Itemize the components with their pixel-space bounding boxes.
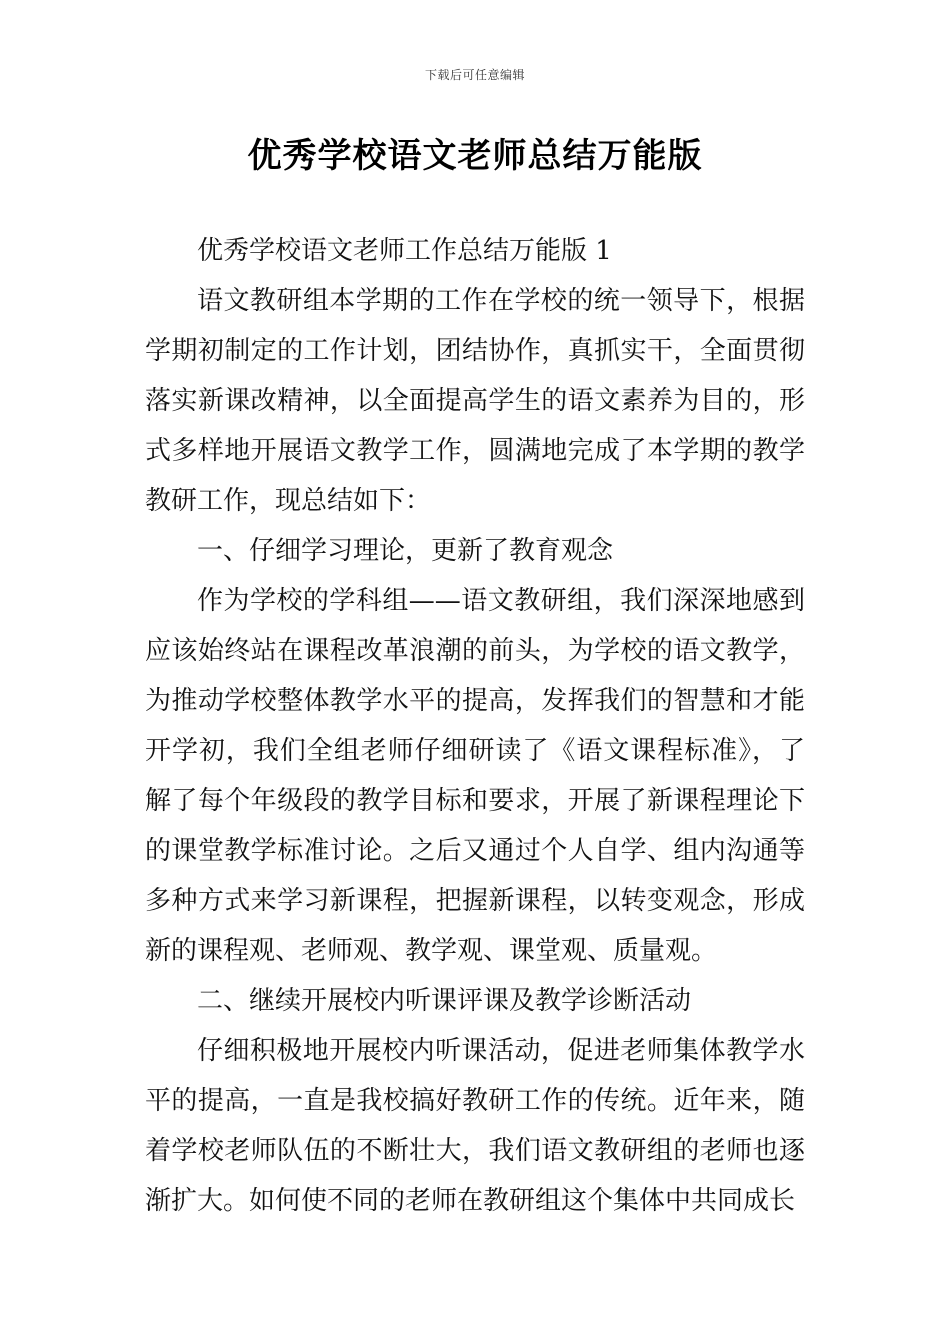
body-paragraph: 语文教研组本学期的工作在学校的统一领导下，根据学期初制定的工作计划，团结协作，真抓实干，全面贯彻落实新课改精神，以全面提高学生的语文素养为目的，形式多样地开展语文教学工作，圆满地完成了本学期的教学教研工作，现总结如下： [145,286,805,516]
subtitle-paragraph: 优秀学校语文老师工作总结万能版 1 [197,236,612,266]
body-paragraph: 作为学校的学科组——语文教研组，我们深深地感到应该始终站在课程改革浪潮的前头，为学校的语文教学，为推动学校整体教学水平的提高，发挥我们的智慧和才能开学初，我们全组老师仔细研读了《语文课程标准》，了解了每个年级段的教学目标和要求，开展了新课程理论下的课堂教学标准讨论。之后又通过个人自学、组内沟通等多种方式来学习新课程，把握新课程，以转变观念，形成新的课程观、老师观、教学观、课堂观、质量观。 [145,586,805,966]
document-title: 优秀学校语文老师总结万能版 [247,136,703,176]
body-paragraph: 仔细积极地开展校内听课活动，促进老师集体教学水平的提高，一直是我校搞好教研工作的传统。近年来，随着学校老师队伍的不断壮大，我们语文教研组的老师也逐渐扩大。如何使不同的老师在教研组这个集体中共同成长 [145,1036,805,1216]
document-body [145,226,805,1226]
header-note: 下载后可任意编辑 [424,68,525,82]
section-heading: 二、继续开展校内听课评课及教学诊断活动 [197,986,692,1016]
section-heading: 一、仔细学习理论，更新了教育观念 [197,536,614,566]
